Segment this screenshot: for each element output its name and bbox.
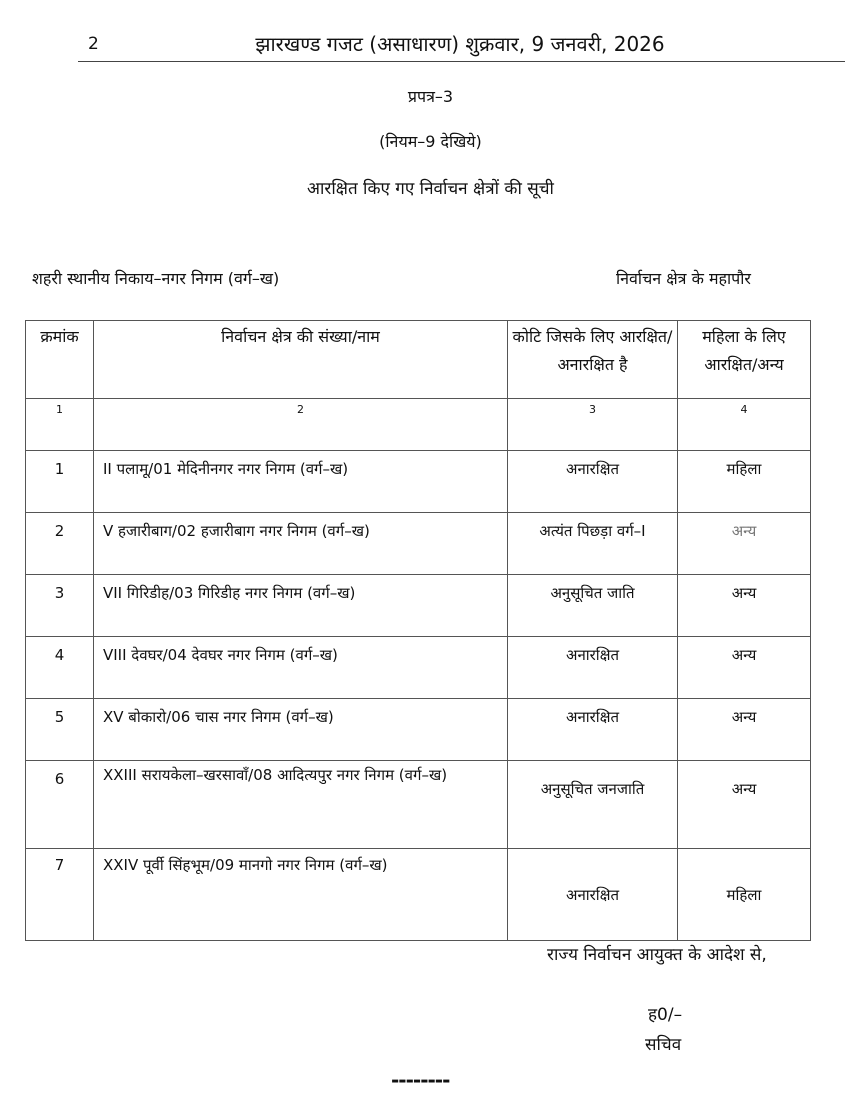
constituency-cell: V हजारीबाग/02 हजारीबाग नगर निगम (वर्ग–ख) [94, 513, 508, 575]
constituency-cell: II पलामू/01 मेदिनीनगर नगर निगम (वर्ग–ख) [94, 451, 508, 513]
gazette-header-title: झारखण्ड गजट (असाधारण) शुक्रवार, 9 जनवरी, 2026 [255, 32, 665, 56]
header-constituency: निर्वाचन क्षेत्र की संख्या/नाम [94, 321, 508, 399]
list-title: आरक्षित किए गए निर्वाचन क्षेत्रों की सूची [307, 179, 554, 199]
post-name: निर्वाचन क्षेत्र के महापौर [616, 269, 751, 288]
serial-cell: 3 [26, 575, 94, 637]
women-cell: महिला [678, 451, 811, 513]
category-cell: अनारक्षित [508, 451, 678, 513]
column-number: 4 [678, 399, 811, 451]
header-category: कोटि जिसके लिए आरक्षित/अनारक्षित है [508, 321, 678, 399]
category-cell: अनारक्षित [508, 849, 678, 941]
form-number: प्रपत्र–3 [407, 87, 454, 106]
column-number: 3 [508, 399, 678, 451]
constituency-cell: VII गिरिडीह/03 गिरिडीह नगर निगम (वर्ग–ख) [94, 575, 508, 637]
table-row [26, 699, 811, 761]
serial-cell: 4 [26, 637, 94, 699]
table-row [26, 761, 811, 849]
women-cell: अन्य [678, 637, 811, 699]
serial-cell: 6 [26, 761, 94, 849]
women-cell: अन्य [678, 575, 811, 637]
serial-cell: 5 [26, 699, 94, 761]
page-number: 2 [88, 34, 99, 54]
column-number-row [26, 399, 811, 451]
table-header-row [26, 321, 811, 399]
women-cell: अन्य [678, 761, 811, 849]
order-line: राज्य निर्वाचन आयुक्त के आदेश से, [547, 945, 767, 965]
constituency-cell: VIII देवघर/04 देवघर नगर निगम (वर्ग–ख) [94, 637, 508, 699]
category-cell: अत्यंत पिछड़ा वर्ग–I [508, 513, 678, 575]
table-row [26, 637, 811, 699]
table-row [26, 849, 811, 941]
serial-cell: 1 [26, 451, 94, 513]
signature: ह0/– [648, 1005, 683, 1025]
category-cell: अनारक्षित [508, 699, 678, 761]
designation: सचिव [645, 1035, 682, 1055]
constituency-cell: XV बोकारो/06 चास नगर निगम (वर्ग–ख) [94, 699, 508, 761]
category-cell: अनारक्षित [508, 637, 678, 699]
header-women: महिला के लिए आरक्षित/अन्य [678, 321, 811, 399]
end-marker: -------- [391, 1068, 450, 1092]
constituency-cell: XXIII सरायकेला–खरसावाँ/08 आदित्यपुर नगर निगम (वर्ग–ख) [94, 761, 508, 849]
category-cell: अनुसूचित जाति [508, 575, 678, 637]
local-body-type: शहरी स्थानीय निकाय–नगर निगम (वर्ग–ख) [32, 269, 280, 288]
column-number: 2 [94, 399, 508, 451]
table-row [26, 513, 811, 575]
serial-cell: 7 [26, 849, 94, 941]
rule-reference: (नियम–9 देखिये) [379, 132, 482, 151]
serial-cell: 2 [26, 513, 94, 575]
header-divider [78, 61, 845, 62]
reservation-table [25, 320, 811, 941]
header-serial: क्रमांक [26, 321, 94, 399]
category-cell: अनुसूचित जनजाति [508, 761, 678, 849]
women-cell: अन्य [678, 699, 811, 761]
constituency-cell: XXIV पूर्वी सिंहभूम/09 मानगो नगर निगम (वर्ग–ख) [94, 849, 508, 941]
table-row [26, 451, 811, 513]
table-row [26, 575, 811, 637]
column-number: 1 [26, 399, 94, 451]
women-cell: महिला [678, 849, 811, 941]
women-cell: अन्य [678, 513, 811, 575]
